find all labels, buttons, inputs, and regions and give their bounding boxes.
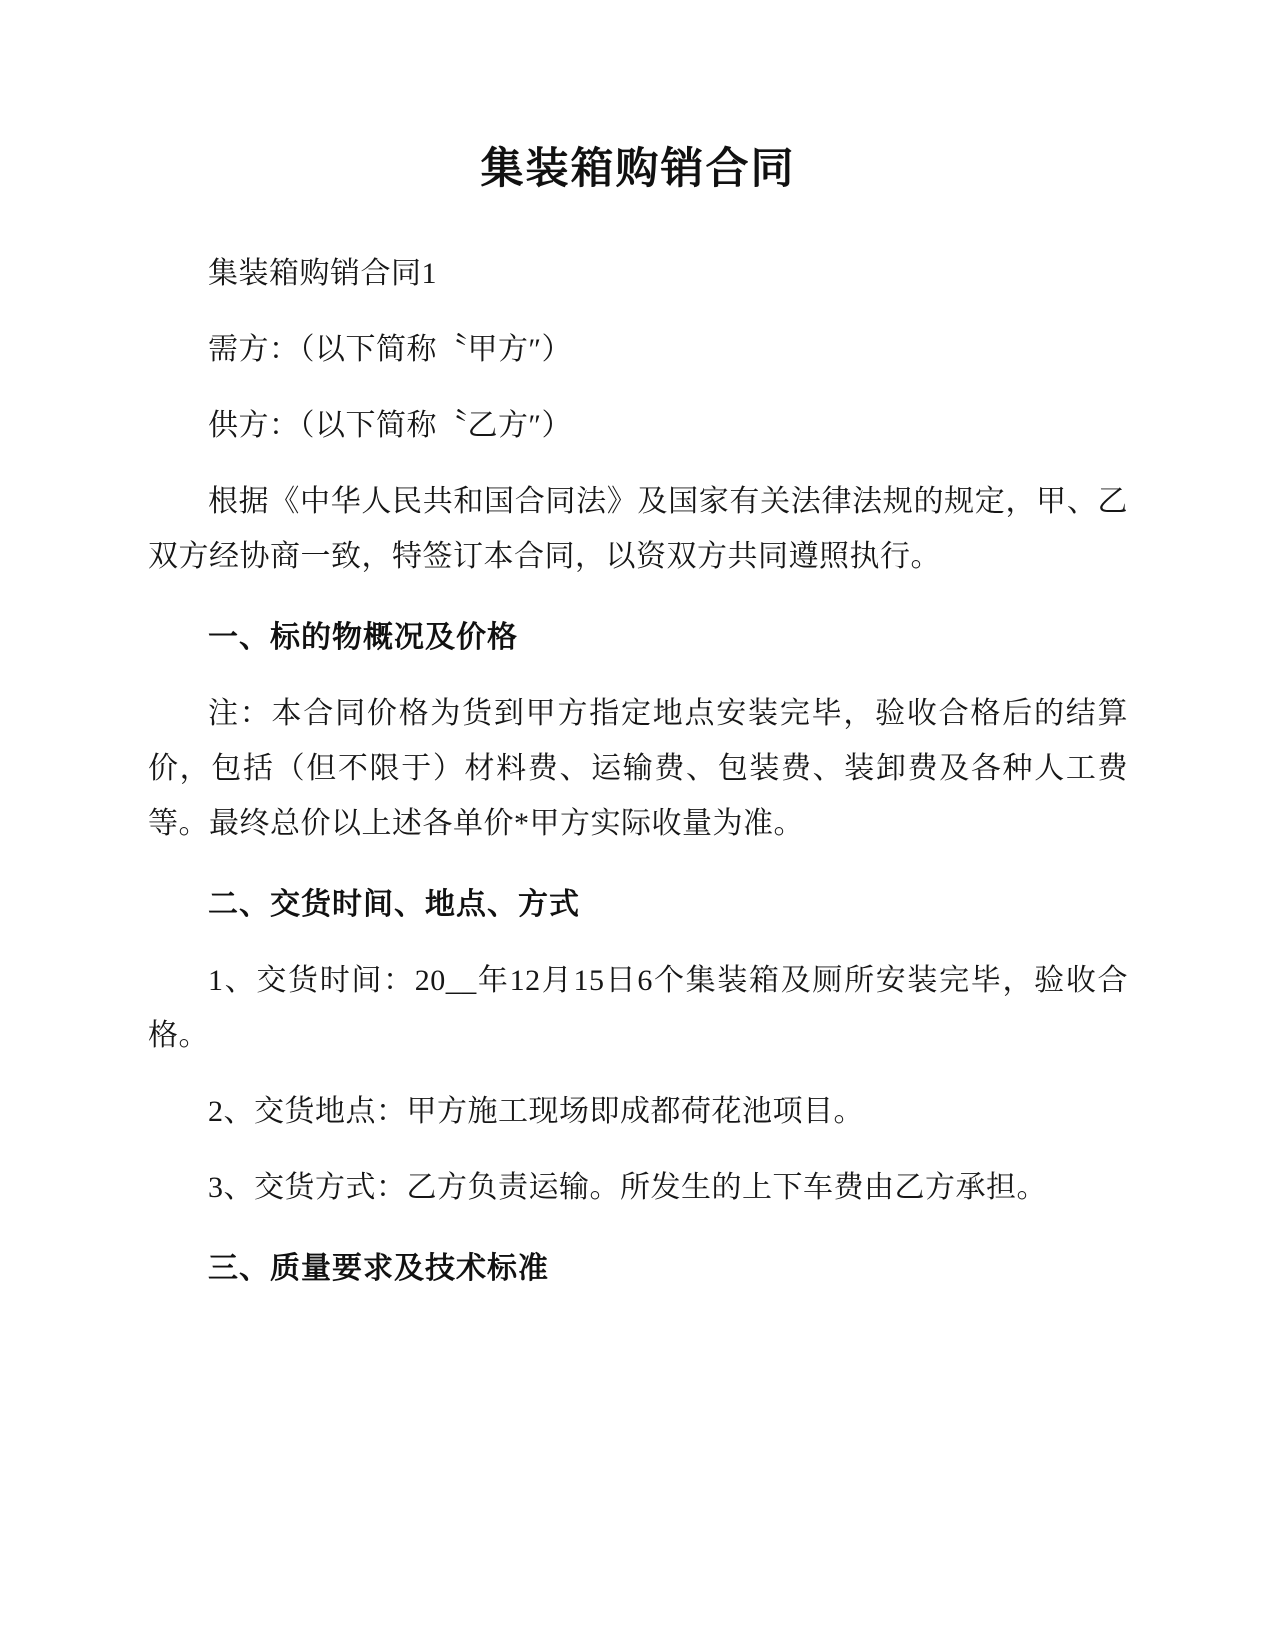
section-heading-2: 二、交货时间、地点、方式 [208,888,580,921]
paragraph-buyer: 需方：（以下简称〝甲方″） [208,333,572,366]
paragraph-supplier: 供方：（以下简称〝乙方″） [208,409,572,442]
paragraph-delivery-place: 2、交货地点：甲方施工现场即成都荷花池项目。 [208,1095,864,1128]
paragraph-price-note: 注：本合同价格为货到甲方指定地点安装完毕，验收合格后的结算价，包括（但不限于）材料费、运输费、包装费、装卸费及各种人工费等。最终总价以上述各单价*甲方实际收量为准。 [148,697,1128,840]
paragraph-subtitle: 集装箱购销合同1 [208,257,437,290]
section-heading-1: 一、标的物概况及价格 [208,621,518,654]
section-heading-3: 三、质量要求及技术标准 [208,1252,549,1285]
paragraph-delivery-time: 1、交货时间：20__年12月15日6个集装箱及厕所安装完毕，验收合格。 [148,964,1128,1052]
paragraph-delivery-method: 3、交货方式：乙方负责运输。所发生的上下车费由乙方承担。 [208,1171,1047,1204]
paragraph-preamble: 根据《中华人民共和国合同法》及国家有关法律法规的规定，甲、乙双方经协商一致，特签订本合同，以资双方共同遵照执行。 [148,485,1128,573]
document-title: 集装箱购销合同 [480,145,796,193]
